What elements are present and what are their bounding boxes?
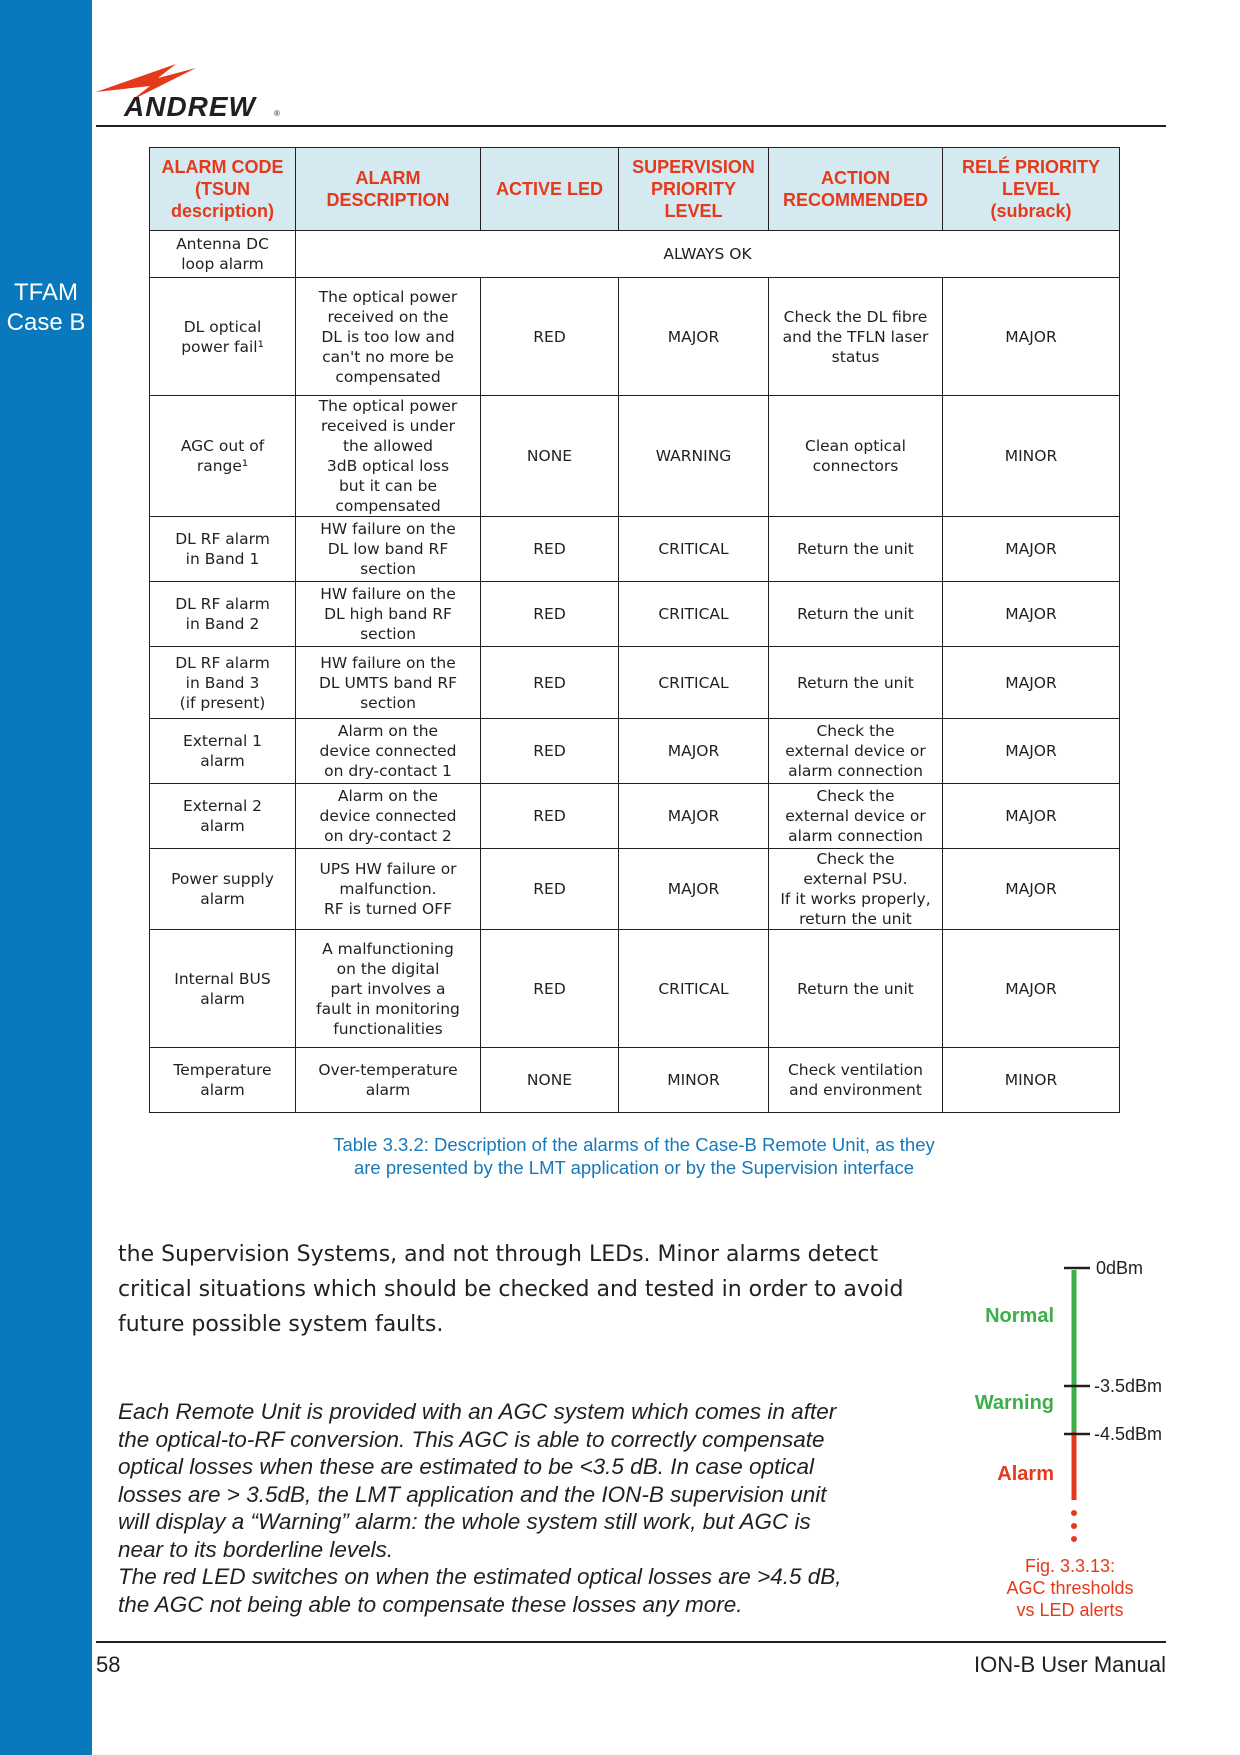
cell-alarm-code: DL RF alarm in Band 2: [150, 582, 296, 647]
footer-rule: [96, 1641, 1166, 1643]
cell-action-recommended: Return the unit: [769, 930, 943, 1048]
cell-alarm-code: Antenna DC loop alarm: [150, 231, 296, 278]
cell-alarm-description: Alarm on the device connected on dry-contact 2: [296, 784, 481, 849]
cell-alarm-code: DL RF alarm in Band 3 (if present): [150, 647, 296, 719]
cell-rele-priority: MINOR: [943, 1048, 1120, 1113]
cell-action-recommended: Check the DL fibre and the TFLN laser status: [769, 278, 943, 396]
cell-supervision-priority: CRITICAL: [619, 647, 769, 719]
cell-rele-priority: MAJOR: [943, 930, 1120, 1048]
cell-alarm-code: Temperature alarm: [150, 1048, 296, 1113]
cell-action-recommended: Check the external device or alarm connection: [769, 719, 943, 784]
cell-supervision-priority: MAJOR: [619, 849, 769, 930]
cell-alarm-description: UPS HW failure or malfunction. RF is turned OFF: [296, 849, 481, 930]
cell-active-led: RED: [481, 719, 619, 784]
threshold-label-0dbm: 0dBm: [1096, 1258, 1144, 1278]
table-caption: Table 3.3.2: Description of the alarms of the Case-B Remote Unit, as they are presented by the LMT application or by the Supervision interface: [333, 1134, 935, 1178]
zone-label-normal: Normal: [985, 1305, 1054, 1327]
table-row: [150, 647, 1120, 719]
cell-alarm-code: AGC out of range¹: [150, 396, 296, 517]
cell-active-led: RED: [481, 849, 619, 930]
cell-always-ok: ALWAYS OK: [296, 231, 1120, 278]
cell-rele-priority: MAJOR: [943, 278, 1120, 396]
alarm-table: [149, 147, 1120, 1113]
cell-active-led: RED: [481, 930, 619, 1048]
cell-action-recommended: Return the unit: [769, 582, 943, 647]
cell-rele-priority: MAJOR: [943, 517, 1120, 582]
table-row: [150, 517, 1120, 582]
agc-paragraph-1: Each Remote Unit is provided with an AGC system which comes in after the optical-to-RF conversion. This AGC is able to correctly compensate optical losses when these are estimated to be <3.5 dB. In case optical losses are > 3.5dB, the LMT application and the ION-B supervision unit will display a “Warning” alarm: the whole system still work, but AGC is near to its borderline levels.: [118, 1399, 837, 1562]
cell-rele-priority: MINOR: [943, 396, 1120, 517]
cell-active-led: RED: [481, 647, 619, 719]
table-row: [150, 278, 1120, 396]
cell-active-led: NONE: [481, 396, 619, 517]
agc-paragraph-2: The red LED switches on when the estimated optical losses are >4.5 dB, the AGC not being able to compensate these losses any more.: [118, 1564, 842, 1617]
header-supervision-priority: SUPERVISION PRIORITY LEVEL: [619, 148, 769, 231]
sidebar: [0, 0, 92, 1755]
cell-action-recommended: Return the unit: [769, 647, 943, 719]
cell-alarm-code: External 2 alarm: [150, 784, 296, 849]
cell-alarm-description: HW failure on the DL UMTS band RF section: [296, 647, 481, 719]
threshold-label-4-5dbm: -4.5dBm: [1094, 1424, 1163, 1444]
threshold-label-3-5dbm: -3.5dBm: [1094, 1376, 1163, 1396]
cell-alarm-code: DL optical power fail¹: [150, 278, 296, 396]
table-row: [150, 1048, 1120, 1113]
cell-action-recommended: Check the external device or alarm connection: [769, 784, 943, 849]
cell-active-led: RED: [481, 278, 619, 396]
cell-active-led: RED: [481, 517, 619, 582]
logo-wordmark: ANDREW: [124, 91, 256, 122]
section-label-line2: Case B: [6, 309, 86, 336]
andrew-logo: [96, 60, 296, 122]
cell-action-recommended: Check ventilation and environment: [769, 1048, 943, 1113]
table-header-row: [150, 148, 1120, 231]
header-rule: [96, 125, 1166, 127]
cell-active-led: NONE: [481, 1048, 619, 1113]
cell-rele-priority: MAJOR: [943, 582, 1120, 647]
header-alarm-description: ALARM DESCRIPTION: [296, 148, 481, 231]
zone-label-alarm: Alarm: [997, 1463, 1054, 1485]
header-active-led: ACTIVE LED: [481, 148, 619, 231]
cell-alarm-code: External 1 alarm: [150, 719, 296, 784]
agc-explanation: [118, 1398, 948, 1618]
cell-alarm-description: Over-temperature alarm: [296, 1048, 481, 1113]
cell-supervision-priority: MAJOR: [619, 278, 769, 396]
figure-caption: Fig. 3.3.13: AGC thresholds vs LED alerts: [1006, 1556, 1134, 1620]
alarm-dot: [1071, 1510, 1077, 1516]
table-row-always-ok: [150, 231, 1120, 278]
section-label-line1: TFAM: [14, 279, 78, 306]
alarm-rows: [150, 278, 1120, 1113]
cell-active-led: RED: [481, 784, 619, 849]
logo-registered-mark: ®: [274, 109, 280, 118]
section-label: [0, 278, 92, 338]
cell-supervision-priority: MAJOR: [619, 784, 769, 849]
cell-supervision-priority: MAJOR: [619, 719, 769, 784]
zone-label-warning: Warning: [974, 1392, 1054, 1414]
cell-action-recommended: Check the external PSU. If it works properly, return the unit: [769, 849, 943, 930]
cell-action-recommended: Return the unit: [769, 517, 943, 582]
cell-rele-priority: MAJOR: [943, 784, 1120, 849]
cell-rele-priority: MAJOR: [943, 719, 1120, 784]
cell-alarm-description: HW failure on the DL high band RF section: [296, 582, 481, 647]
header-alarm-code: ALARM CODE (TSUN description): [150, 148, 296, 231]
cell-alarm-code: Power supply alarm: [150, 849, 296, 930]
cell-action-recommended: Clean optical connectors: [769, 396, 943, 517]
cell-active-led: RED: [481, 582, 619, 647]
cell-supervision-priority: CRITICAL: [619, 582, 769, 647]
header-rele-priority: RELÉ PRIORITY LEVEL (subrack): [943, 148, 1120, 231]
cell-alarm-code: Internal BUS alarm: [150, 930, 296, 1048]
table-row: [150, 784, 1120, 849]
cell-rele-priority: MAJOR: [943, 647, 1120, 719]
body-paragraph: the Supervision Systems, and not through LEDs. Minor alarms detect critical situations which should be checked and tested in order to avoid future possible system faults.: [118, 1242, 904, 1337]
cell-alarm-description: HW failure on the DL low band RF section: [296, 517, 481, 582]
cell-alarm-description: The optical power received is under the allowed 3dB optical loss but it can be compensated: [296, 396, 481, 517]
alarm-dot: [1071, 1536, 1077, 1542]
table-row: [150, 582, 1120, 647]
cell-supervision-priority: MINOR: [619, 1048, 769, 1113]
cell-alarm-description: Alarm on the device connected on dry-contact 1: [296, 719, 481, 784]
table-row: [150, 719, 1120, 784]
page-number: 58: [96, 1652, 121, 1677]
table-row: [150, 849, 1120, 930]
table-row: [150, 396, 1120, 517]
header-action-recommended: ACTION RECOMMENDED: [769, 148, 943, 231]
cell-supervision-priority: CRITICAL: [619, 930, 769, 1048]
cell-supervision-priority: WARNING: [619, 396, 769, 517]
document-title: ION-B User Manual: [974, 1652, 1166, 1677]
cell-supervision-priority: CRITICAL: [619, 517, 769, 582]
cell-alarm-description: A malfunctioning on the digital part involves a fault in monitoring functionalities: [296, 930, 481, 1048]
cell-rele-priority: MAJOR: [943, 849, 1120, 930]
alarm-dot: [1071, 1523, 1077, 1529]
cell-alarm-code: DL RF alarm in Band 1: [150, 517, 296, 582]
cell-alarm-description: The optical power received on the DL is too low and can't no more be compensated: [296, 278, 481, 396]
table-row: [150, 930, 1120, 1048]
